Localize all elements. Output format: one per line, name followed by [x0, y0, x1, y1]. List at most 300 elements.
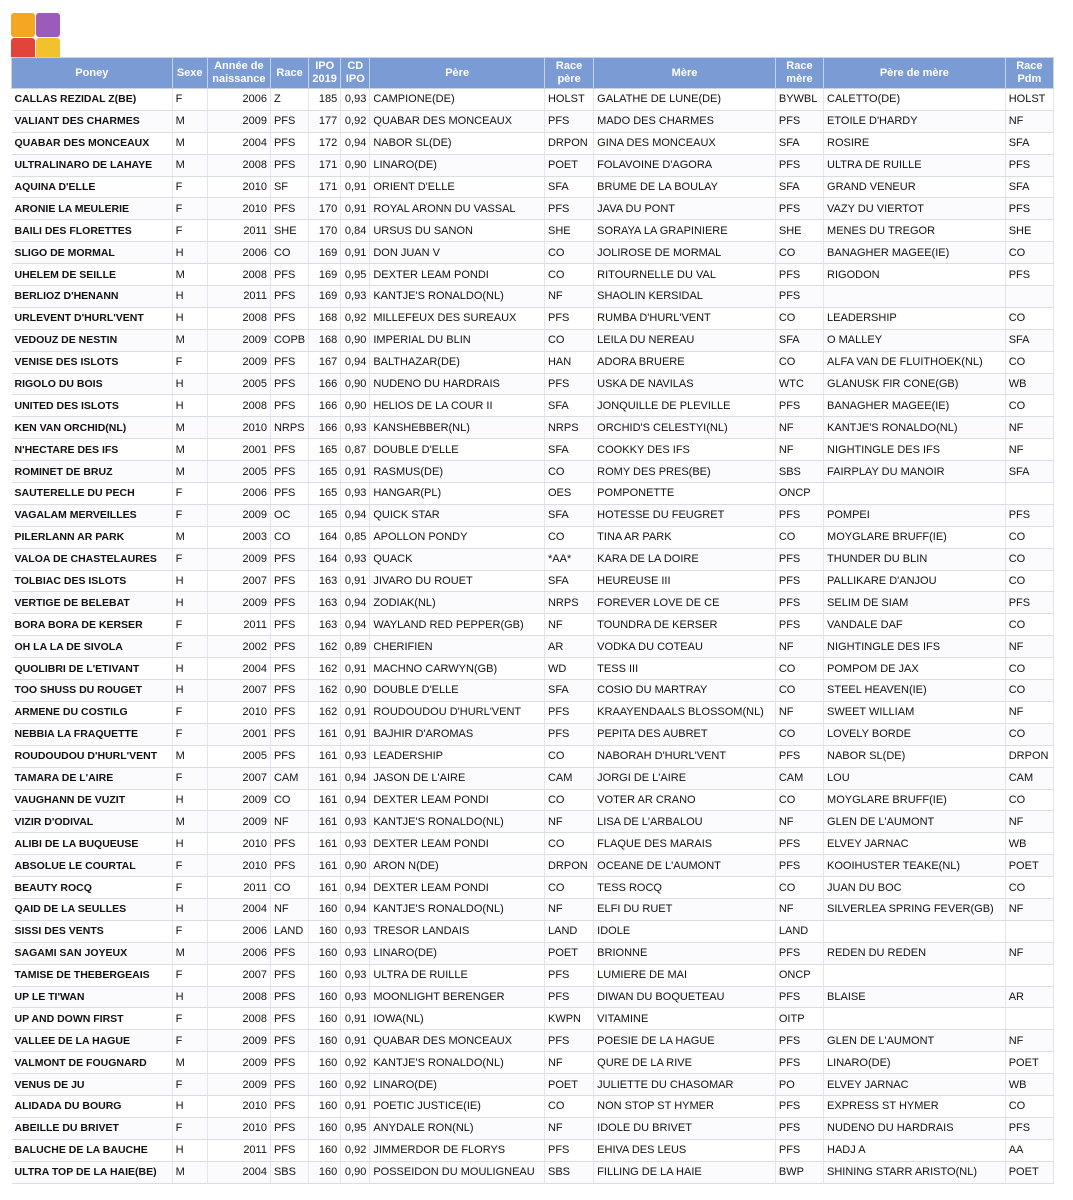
- table-cell: 2008: [207, 395, 270, 417]
- table-cell: IDOLE DU BRIVET: [594, 1117, 776, 1139]
- table-cell: CO: [544, 526, 593, 548]
- table-cell: POET: [544, 154, 593, 176]
- table-cell: [1005, 964, 1053, 986]
- table-cell: 165: [309, 483, 341, 505]
- table-cell: URLEVENT D'HURL'VENT: [12, 307, 173, 329]
- table-cell: 160: [309, 986, 341, 1008]
- table-cell: 0,91: [341, 198, 370, 220]
- table-cell: 0,90: [341, 395, 370, 417]
- table-cell: CO: [775, 877, 823, 899]
- table-cell: CO: [1005, 395, 1053, 417]
- table-cell: BAILI DES FLORETTES: [12, 220, 173, 242]
- table-cell: 2010: [207, 1117, 270, 1139]
- table-cell: VALOA DE CHASTELAURES: [12, 548, 173, 570]
- table-cell: SHINING STARR ARISTO(NL): [824, 1161, 1006, 1183]
- table-cell: NF: [544, 898, 593, 920]
- table-cell: SORAYA LA GRAPINIERE: [594, 220, 776, 242]
- table-row: [12, 132, 1054, 154]
- table-cell: 160: [309, 1030, 341, 1052]
- table-cell: ULTRA DE RUILLE: [824, 154, 1006, 176]
- table-cell: FLAQUE DES MARAIS: [594, 833, 776, 855]
- table-cell: 2009: [207, 1030, 270, 1052]
- table-cell: VALLEE DE LA HAGUE: [12, 1030, 173, 1052]
- table-cell: BANAGHER MAGEE(IE): [824, 242, 1006, 264]
- table-cell: 0,91: [341, 461, 370, 483]
- table-cell: TINA AR PARK: [594, 526, 776, 548]
- table-cell: QURE DE LA RIVE: [594, 1052, 776, 1074]
- table-cell: F: [172, 701, 207, 723]
- table-cell: CO: [1005, 877, 1053, 899]
- table-cell: M: [172, 264, 207, 286]
- table-cell: H: [172, 680, 207, 702]
- table-cell: 2004: [207, 898, 270, 920]
- table-cell: 0,93: [341, 483, 370, 505]
- table-cell: 0,94: [341, 767, 370, 789]
- table-cell: CO: [775, 526, 823, 548]
- table-cell: JONQUILLE DE PLEVILLE: [594, 395, 776, 417]
- table-cell: 0,94: [341, 789, 370, 811]
- column-header[interactable]: CD IPO: [341, 58, 370, 89]
- table-cell: ALFA VAN DE FLUITHOEK(NL): [824, 351, 1006, 373]
- table-cell: PFS: [775, 395, 823, 417]
- table-cell: [824, 964, 1006, 986]
- table-cell: ARMENE DU COSTILG: [12, 701, 173, 723]
- header-row: [12, 58, 1054, 89]
- table-cell: H: [172, 1139, 207, 1161]
- table-cell: POSSEIDON DU MOULIGNEAU: [370, 1161, 545, 1183]
- table-cell: PFS: [270, 1030, 308, 1052]
- table-cell: 177: [309, 110, 341, 132]
- table-cell: LOVELY BORDE: [824, 723, 1006, 745]
- table-cell: 169: [309, 264, 341, 286]
- table-cell: 2008: [207, 307, 270, 329]
- table-cell: PFS: [270, 570, 308, 592]
- table-cell: PFS: [270, 439, 308, 461]
- table-cell: NRPS: [544, 592, 593, 614]
- table-cell: PFS: [775, 198, 823, 220]
- table-row: [12, 286, 1054, 308]
- column-header[interactable]: IPO 2019: [309, 58, 341, 89]
- table-cell: 168: [309, 329, 341, 351]
- table-cell: H: [172, 789, 207, 811]
- table-cell: CO: [1005, 1095, 1053, 1117]
- table-cell: COOKKY DES IFS: [594, 439, 776, 461]
- table-cell: PFS: [270, 680, 308, 702]
- table-cell: PFS: [270, 1052, 308, 1074]
- table-cell: 162: [309, 636, 341, 658]
- table-cell: 2001: [207, 723, 270, 745]
- table-cell: 2010: [207, 701, 270, 723]
- table-cell: USKA DE NAVILAS: [594, 373, 776, 395]
- table-row: [12, 373, 1054, 395]
- table-row: [12, 855, 1054, 877]
- table-cell: NUDENO DU HARDRAIS: [370, 373, 545, 395]
- table-cell: 2008: [207, 986, 270, 1008]
- table-row: [12, 110, 1054, 132]
- table-cell: PFS: [270, 833, 308, 855]
- table-cell: 2008: [207, 264, 270, 286]
- table-cell: ROUDOUDOU D'HURL'VENT: [370, 701, 545, 723]
- table-cell: 166: [309, 373, 341, 395]
- table-cell: NF: [775, 636, 823, 658]
- table-cell: EHIVA DES LEUS: [594, 1139, 776, 1161]
- table-cell: F: [172, 723, 207, 745]
- table-cell: VALMONT DE FOUGNARD: [12, 1052, 173, 1074]
- table-cell: 0,93: [341, 964, 370, 986]
- table-cell: PFS: [270, 154, 308, 176]
- table-cell: [1005, 1008, 1053, 1030]
- table-cell: 163: [309, 592, 341, 614]
- table-cell: 0,93: [341, 811, 370, 833]
- table-cell: SFA: [1005, 176, 1053, 198]
- table-cell: F: [172, 767, 207, 789]
- table-cell: BRIONNE: [594, 942, 776, 964]
- table-row: [12, 220, 1054, 242]
- table-row: [12, 898, 1054, 920]
- table-cell: PFS: [270, 636, 308, 658]
- table-cell: M: [172, 461, 207, 483]
- table-cell: 0,92: [341, 307, 370, 329]
- table-cell: 2010: [207, 176, 270, 198]
- table-row: [12, 1074, 1054, 1096]
- table-cell: 171: [309, 176, 341, 198]
- table-cell: CO: [544, 877, 593, 899]
- table-cell: VOTER AR CRANO: [594, 789, 776, 811]
- table-cell: SFA: [544, 570, 593, 592]
- table-cell: RITOURNELLE DU VAL: [594, 264, 776, 286]
- table-cell: SFA: [1005, 461, 1053, 483]
- table-cell: SHE: [1005, 220, 1053, 242]
- table-cell: SFA: [544, 680, 593, 702]
- table-cell: PALLIKARE D'ANJOU: [824, 570, 1006, 592]
- table-cell: 2010: [207, 833, 270, 855]
- table-cell: 2009: [207, 1052, 270, 1074]
- table-cell: PFS: [775, 1139, 823, 1161]
- table-cell: DRPON: [544, 132, 593, 154]
- table-cell: TESS ROCQ: [594, 877, 776, 899]
- table-cell: 2007: [207, 570, 270, 592]
- table-cell: NF: [1005, 417, 1053, 439]
- table-cell: SBS: [775, 461, 823, 483]
- table-cell: NRPS: [544, 417, 593, 439]
- table-cell: HAN: [544, 351, 593, 373]
- table-cell: WAYLAND RED PEPPER(GB): [370, 614, 545, 636]
- table-cell: PFS: [775, 548, 823, 570]
- table-cell: PFS: [544, 110, 593, 132]
- table-cell: TOUNDRA DE KERSER: [594, 614, 776, 636]
- table-cell: VENISE DES ISLOTS: [12, 351, 173, 373]
- table-cell: 0,91: [341, 176, 370, 198]
- table-cell: [824, 286, 1006, 308]
- table-cell: PFS: [270, 132, 308, 154]
- table-cell: PFS: [270, 461, 308, 483]
- table-cell: DEXTER LEAM PONDI: [370, 833, 545, 855]
- column-header[interactable]: Race père: [544, 58, 593, 89]
- table-row: [12, 614, 1054, 636]
- table-cell: SFA: [1005, 132, 1053, 154]
- table-cell: PFS: [775, 154, 823, 176]
- table-cell: 2006: [207, 89, 270, 111]
- table-cell: SFA: [1005, 329, 1053, 351]
- table-cell: 0,90: [341, 855, 370, 877]
- table-cell: KEN VAN ORCHID(NL): [12, 417, 173, 439]
- table-cell: NIGHTINGLE DES IFS: [824, 636, 1006, 658]
- table-cell: M: [172, 1052, 207, 1074]
- table-cell: GLEN DE L'AUMONT: [824, 811, 1006, 833]
- table-cell: JIMMERDOR DE FLORYS: [370, 1139, 545, 1161]
- table-cell: ZODIAK(NL): [370, 592, 545, 614]
- table-cell: KANSHEBBER(NL): [370, 417, 545, 439]
- table-cell: CO: [270, 526, 308, 548]
- table-cell: 2009: [207, 1074, 270, 1096]
- table-cell: KANTJE'S RONALDO(NL): [370, 898, 545, 920]
- table-cell: JAVA DU PONT: [594, 198, 776, 220]
- table-cell: MOONLIGHT BERENGER: [370, 986, 545, 1008]
- table-cell: H: [172, 395, 207, 417]
- table-cell: F: [172, 176, 207, 198]
- table-cell: QUICK STAR: [370, 504, 545, 526]
- table-row: [12, 986, 1054, 1008]
- table-cell: 2004: [207, 658, 270, 680]
- table-cell: PFS: [544, 986, 593, 1008]
- table-row: [12, 351, 1054, 373]
- table-row: [12, 811, 1054, 833]
- column-header[interactable]: Race Pdm: [1005, 58, 1053, 89]
- table-cell: GALATHE DE LUNE(DE): [594, 89, 776, 111]
- table-cell: ROYAL ARONN DU VASSAL: [370, 198, 545, 220]
- table-cell: VITAMINE: [594, 1008, 776, 1030]
- table-cell: SHE: [775, 220, 823, 242]
- table-cell: 2004: [207, 132, 270, 154]
- table-cell: POET: [1005, 1161, 1053, 1183]
- table-cell: NF: [544, 614, 593, 636]
- table-cell: BERLIOZ D'HENANN: [12, 286, 173, 308]
- table-cell: TESS III: [594, 658, 776, 680]
- table-row: [12, 767, 1054, 789]
- table-cell: TOO SHUSS DU ROUGET: [12, 680, 173, 702]
- table-cell: ANYDALE RON(NL): [370, 1117, 545, 1139]
- table-cell: *AA*: [544, 548, 593, 570]
- table-row: [12, 680, 1054, 702]
- table-cell: LEADERSHIP: [824, 307, 1006, 329]
- table-cell: H: [172, 286, 207, 308]
- table-cell: ADORA BRUERE: [594, 351, 776, 373]
- table-cell: UP AND DOWN FIRST: [12, 1008, 173, 1030]
- table-cell: PFS: [775, 614, 823, 636]
- table-cell: NF: [270, 811, 308, 833]
- table-cell: 0,90: [341, 154, 370, 176]
- table-cell: 0,93: [341, 942, 370, 964]
- table-cell: 160: [309, 1052, 341, 1074]
- table-cell: LINARO(DE): [824, 1052, 1006, 1074]
- table-cell: PFS: [270, 351, 308, 373]
- table-cell: [1005, 920, 1053, 942]
- table-cell: CO: [1005, 614, 1053, 636]
- table-cell: QUABAR DES MONCEAUX: [370, 110, 545, 132]
- table-cell: F: [172, 855, 207, 877]
- table-cell: ELVEY JARNAC: [824, 1074, 1006, 1096]
- table-cell: F: [172, 198, 207, 220]
- table-cell: PFS: [270, 592, 308, 614]
- table-cell: NF: [544, 1052, 593, 1074]
- table-cell: H: [172, 833, 207, 855]
- table-cell: ALIDADA DU BOURG: [12, 1095, 173, 1117]
- table-cell: 163: [309, 614, 341, 636]
- table-cell: ULTRA DE RUILLE: [370, 964, 545, 986]
- table-cell: PFS: [270, 1117, 308, 1139]
- table-cell: PFS: [270, 1095, 308, 1117]
- table-cell: 2010: [207, 198, 270, 220]
- table-cell: CHERIFIEN: [370, 636, 545, 658]
- table-cell: NF: [1005, 701, 1053, 723]
- table-cell: ROMY DES PRES(BE): [594, 461, 776, 483]
- table-cell: HOTESSE DU FEUGRET: [594, 504, 776, 526]
- table-cell: BANAGHER MAGEE(IE): [824, 395, 1006, 417]
- table-cell: F: [172, 877, 207, 899]
- table-cell: LEADERSHIP: [370, 745, 545, 767]
- table-row: [12, 658, 1054, 680]
- table-cell: F: [172, 548, 207, 570]
- table-row: [12, 1161, 1054, 1183]
- table-cell: H: [172, 986, 207, 1008]
- table-cell: 161: [309, 877, 341, 899]
- table-cell: JOLIROSE DE MORMAL: [594, 242, 776, 264]
- table-cell: CO: [1005, 351, 1053, 373]
- table-cell: 160: [309, 898, 341, 920]
- table-cell: 2001: [207, 439, 270, 461]
- table-cell: 165: [309, 461, 341, 483]
- table-cell: VAGALAM MERVEILLES: [12, 504, 173, 526]
- table-cell: SF: [270, 176, 308, 198]
- table-cell: M: [172, 942, 207, 964]
- table-cell: DEXTER LEAM PONDI: [370, 264, 545, 286]
- table-cell: 0,91: [341, 242, 370, 264]
- table-cell: ELFI DU RUET: [594, 898, 776, 920]
- table-cell: CALETTO(DE): [824, 89, 1006, 111]
- table-cell: 2006: [207, 920, 270, 942]
- table-cell: PFS: [775, 264, 823, 286]
- table-cell: CO: [1005, 723, 1053, 745]
- table-cell: PFS: [270, 942, 308, 964]
- table-cell: LEILA DU NEREAU: [594, 329, 776, 351]
- table-row: [12, 1008, 1054, 1030]
- table-cell: 2009: [207, 592, 270, 614]
- table-cell: CAM: [544, 767, 593, 789]
- table-cell: TOLBIAC DES ISLOTS: [12, 570, 173, 592]
- table-cell: PFS: [270, 855, 308, 877]
- table-row: [12, 439, 1054, 461]
- table-cell: 2007: [207, 964, 270, 986]
- table-cell: 161: [309, 833, 341, 855]
- column-header[interactable]: Poney: [12, 58, 173, 89]
- table-cell: H: [172, 373, 207, 395]
- table-cell: JORGI DE L'AIRE: [594, 767, 776, 789]
- table-row: [12, 723, 1054, 745]
- table-cell: PFS: [270, 395, 308, 417]
- table-row: [12, 176, 1054, 198]
- table-cell: 164: [309, 548, 341, 570]
- table-cell: DRPON: [1005, 745, 1053, 767]
- table-cell: 167: [309, 351, 341, 373]
- table-cell: CO: [544, 1095, 593, 1117]
- table-cell: 2007: [207, 767, 270, 789]
- table-cell: SBS: [544, 1161, 593, 1183]
- column-header[interactable]: Race: [270, 58, 308, 89]
- table-cell: 0,93: [341, 89, 370, 111]
- table-cell: GRAND VENEUR: [824, 176, 1006, 198]
- table-cell: SWEET WILLIAM: [824, 701, 1006, 723]
- table-cell: MOYGLARE BRUFF(IE): [824, 789, 1006, 811]
- table-cell: POET: [544, 942, 593, 964]
- table-cell: 2004: [207, 1161, 270, 1183]
- table-cell: F: [172, 220, 207, 242]
- table-cell: WTC: [775, 373, 823, 395]
- table-cell: PFS: [775, 1052, 823, 1074]
- ranking-table: [11, 57, 1054, 1184]
- table-cell: F: [172, 504, 207, 526]
- table-cell: 161: [309, 811, 341, 833]
- table-cell: 0,91: [341, 1095, 370, 1117]
- table-row: [12, 395, 1054, 417]
- table-cell: POMPEI: [824, 504, 1006, 526]
- table-cell: 2009: [207, 329, 270, 351]
- table-cell: APOLLON PONDY: [370, 526, 545, 548]
- table-cell: MENES DU TREGOR: [824, 220, 1006, 242]
- table-cell: 2010: [207, 1095, 270, 1117]
- table-cell: 160: [309, 964, 341, 986]
- table-row: [12, 877, 1054, 899]
- column-header[interactable]: Père de mère: [824, 58, 1006, 89]
- table-cell: O MALLEY: [824, 329, 1006, 351]
- table-cell: 2005: [207, 745, 270, 767]
- table-cell: NIGHTINGLE DES IFS: [824, 439, 1006, 461]
- table-cell: VIZIR D'ODIVAL: [12, 811, 173, 833]
- table-cell: NF: [544, 1117, 593, 1139]
- table-cell: SBS: [270, 1161, 308, 1183]
- table-cell: EXPRESS ST HYMER: [824, 1095, 1006, 1117]
- column-header[interactable]: Sexe: [172, 58, 207, 89]
- table-cell: NABOR SL(DE): [370, 132, 545, 154]
- table-cell: MOYGLARE BRUFF(IE): [824, 526, 1006, 548]
- table-cell: KRAAYENDAALS BLOSSOM(NL): [594, 701, 776, 723]
- column-header[interactable]: Race mère: [775, 58, 823, 89]
- table-cell: QUACK: [370, 548, 545, 570]
- table-cell: [824, 920, 1006, 942]
- table-cell: STEEL HEAVEN(IE): [824, 680, 1006, 702]
- table-cell: 160: [309, 1139, 341, 1161]
- table-cell: SELIM DE SIAM: [824, 592, 1006, 614]
- table-cell: 160: [309, 920, 341, 942]
- column-header[interactable]: Année de naissance: [207, 58, 270, 89]
- column-header[interactable]: Père: [370, 58, 545, 89]
- table-row: [12, 526, 1054, 548]
- table-cell: [1005, 286, 1053, 308]
- table-cell: NEBBIA LA FRAQUETTE: [12, 723, 173, 745]
- table-cell: DEXTER LEAM PONDI: [370, 789, 545, 811]
- table-cell: POET: [1005, 855, 1053, 877]
- table-cell: SFA: [544, 176, 593, 198]
- table-cell: 2006: [207, 242, 270, 264]
- table-cell: VERTIGE DE BELEBAT: [12, 592, 173, 614]
- table-cell: PFS: [544, 373, 593, 395]
- table-cell: OCEANE DE L'AUMONT: [594, 855, 776, 877]
- column-header[interactable]: Mère: [594, 58, 776, 89]
- table-cell: VALIANT DES CHARMES: [12, 110, 173, 132]
- table-cell: 2005: [207, 461, 270, 483]
- table-cell: ROSIRE: [824, 132, 1006, 154]
- table-cell: RASMUS(DE): [370, 461, 545, 483]
- table-cell: PFS: [1005, 1117, 1053, 1139]
